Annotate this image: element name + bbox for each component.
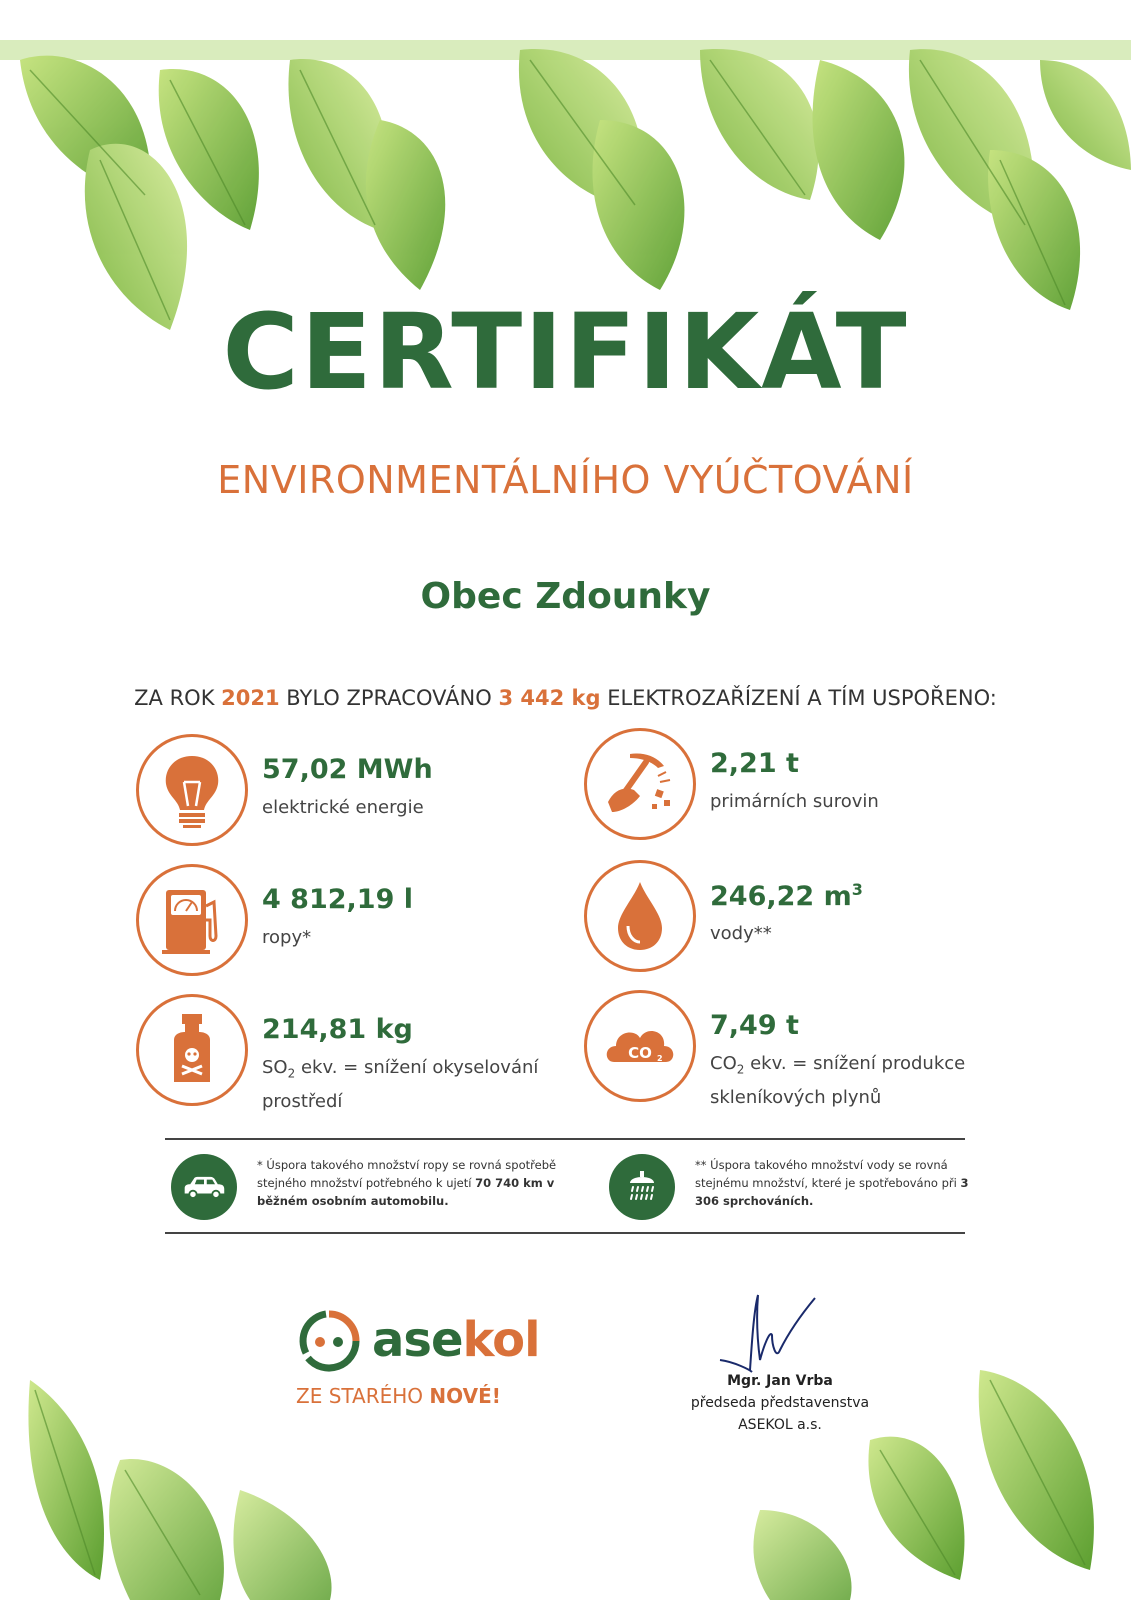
stat-co2 <box>584 990 1044 1115</box>
stat-oil <box>136 864 596 989</box>
certificate-title: CERTIFIKÁT <box>222 291 909 413</box>
signatory-company: ASEKOL a.s. <box>738 1417 822 1433</box>
fuel-pump-icon <box>136 864 248 976</box>
summary-middle: BYLO ZPRACOVÁNO <box>279 686 499 710</box>
stat-so2-value: 214,81 kg <box>262 1014 413 1045</box>
stat-energy-value: 57,02 MWh <box>262 754 433 785</box>
summary-prefix: ZA ROK <box>134 686 222 710</box>
summary-line <box>0 686 1131 710</box>
stat-co2-value: 7,49 t <box>710 1010 799 1041</box>
asekol-brand-name: asekol <box>372 1312 540 1368</box>
stat-oil-value: 4 812,19 l <box>262 884 414 915</box>
note-car <box>171 1154 557 1224</box>
stat-materials <box>584 728 1044 853</box>
summary-amount: 3 442 kg <box>498 686 601 710</box>
co2-icon-label: CO <box>628 1044 652 1062</box>
certificate-subtitle: ENVIRONMENTÁLNÍHO VYÚČTOVÁNÍ <box>217 458 914 502</box>
stat-water-unit-exponent: 3 <box>851 880 863 899</box>
summary-suffix: ELEKTROZAŘÍZENÍ A TÍM USPOŘENO: <box>600 686 997 710</box>
stat-water-label: vody** <box>710 923 772 944</box>
stat-energy-label: elektrické energie <box>262 797 424 818</box>
leaves-bottom-decoration <box>0 1340 1131 1600</box>
summary-year: 2021 <box>221 686 280 710</box>
asekol-slogan: ZE STARÉHO NOVÉ! <box>296 1384 501 1408</box>
stat-water <box>584 860 1044 985</box>
poison-bottle-icon <box>136 994 248 1106</box>
stat-co2-label: $CO_2$ ekv. = snížení produkce skleníkových plynů <box>710 1053 966 1108</box>
stat-materials-value: 2,21 t <box>710 748 799 779</box>
shower-icon <box>609 1154 675 1220</box>
co2-cloud-icon <box>584 990 696 1102</box>
stat-so2-label: $SO_2$ ekv. = snížení okyselování prostředí <box>262 1057 539 1112</box>
car-icon <box>171 1154 237 1220</box>
signatory-name: Mgr. Jan Vrba <box>727 1373 833 1389</box>
stat-water-value: 246,22 $m^3$ <box>710 880 863 912</box>
water-drop-icon <box>584 860 696 972</box>
signatory-role: předseda představenstva <box>690 1395 870 1411</box>
co2-icon-subscript: 2 <box>657 1054 663 1063</box>
note-car-text: * Úspora takového množství ropy se rovná spotřebě stejného množství potřebného k ujetí 70 740 km v běžném osobním automobilu. <box>257 1158 557 1208</box>
stat-materials-label: primárních surovin <box>710 791 879 812</box>
stat-energy <box>136 734 596 859</box>
note-shower-text: ** Úspora takového množství vody se rovná stejnému množství, které je spotřebováno při 3 306 sprchováních. <box>695 1158 969 1208</box>
stat-so2 <box>136 994 596 1119</box>
note-shower <box>609 1154 989 1224</box>
lightbulb-icon <box>136 734 248 846</box>
pickaxe-icon <box>584 728 696 840</box>
stat-oil-label: ropy* <box>262 927 312 948</box>
footnotes-box <box>165 1138 969 1234</box>
recipient-name: Obec Zdounky <box>420 576 711 617</box>
